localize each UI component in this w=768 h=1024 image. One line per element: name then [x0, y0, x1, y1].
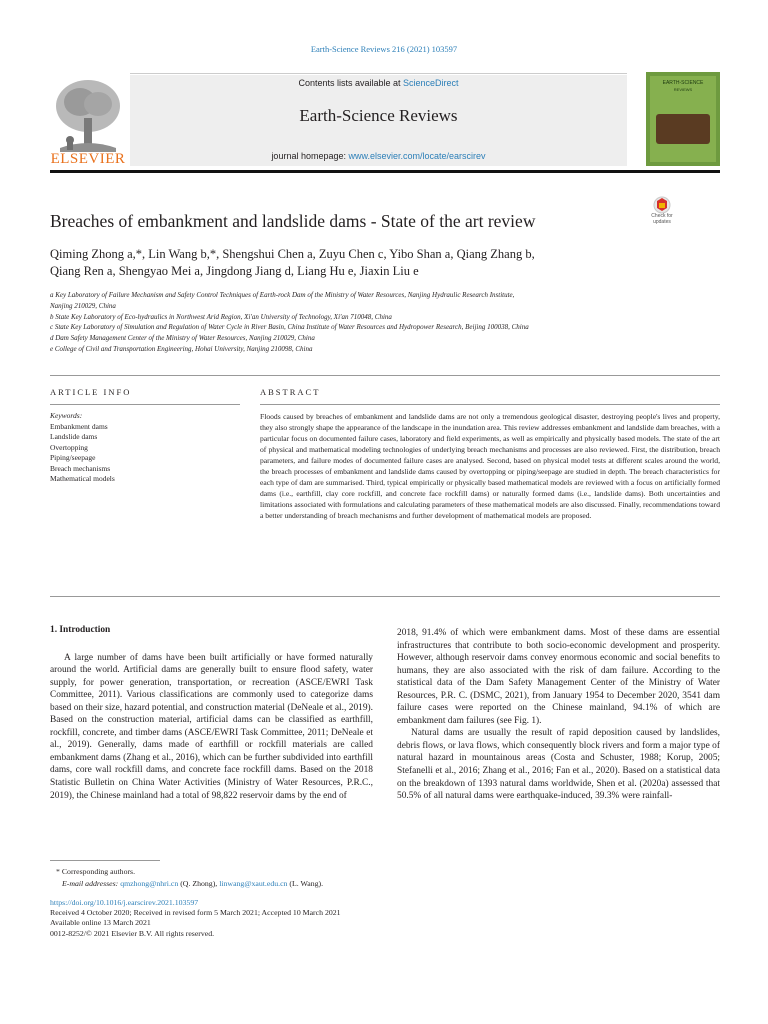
- section-heading: 1. Introduction: [50, 625, 111, 635]
- contents-prefix: Contents lists available at: [298, 78, 404, 88]
- email-link[interactable]: qmzhong@nhri.cn: [120, 879, 179, 888]
- keyword: Overtopping: [50, 442, 88, 452]
- body-paragraph: A large number of dams have been built artificially or have formed naturally around the world. Artificial dams are generally built to ensure flood safety, water supply, for power generation, transportation, or recreation (ASCE/EWRI Task Committee, 2011). Various classifications are commonly used to categorize dams based on their size, hazard potential, and construction material (DeNeale et al., 2019). Based on the construction material, artificial dams can be classified as earthfill, rockfill, concrete, and timber dams (ASCE/EWRI Task Committee, 2011; DeNeale et al., 2019). Generally, dams made of earthfill or rockfill materials are called embankment dams (Zhang et al., 2016), which can be further subdivided into earthfill dams, core wall rockfill dams, and concrete face rockfill dams. Based on the 2018 Statistic Bulletin on China Water Activities (Ministry of Water Resources, P.R.C., 2019), the Chinese mainland had a total of 98,822 reservoir dams by the end of: [50, 652, 373, 801]
- email-owner: (L. Wang).: [287, 879, 324, 888]
- journal-cover[interactable]: [646, 72, 720, 166]
- keyword: Embankment dams: [50, 421, 108, 431]
- publication-info: [50, 898, 720, 939]
- copyright: 0012-8252/© 2021 Elsevier B.V. All rights reserved.: [50, 928, 215, 938]
- affiliation-b: b State Key Laboratory of Eco-hydraulics in Northwest Arid Region, Xi'an University of Technology, Xi'an 710048, China: [50, 312, 392, 321]
- abstract-rule: [260, 404, 720, 405]
- keyword: Mathematical models: [50, 474, 115, 483]
- email-owner: (Q. Zhong),: [178, 879, 220, 888]
- publisher-wordmark: ELSEVIER: [50, 151, 126, 167]
- available-online: Available online 13 March 2021: [50, 918, 151, 928]
- affiliations: [50, 290, 720, 355]
- email-label: E-mail addresses:: [62, 879, 121, 888]
- keyword: Landslide dams: [50, 432, 98, 441]
- header-thick-rule: [50, 170, 720, 173]
- keywords-label: Keywords:: [50, 411, 83, 420]
- footnotes: [50, 866, 720, 890]
- received-dates: Received 4 October 2020; Received in revised form 5 March 2021; Accepted 10 March 2021: [50, 908, 341, 918]
- authors-line-2: Qiang Ren a, Shengyao Mei a, Jingdong Jiang d, Liang Hu e, Jiaxin Liu e: [50, 264, 419, 278]
- body-paragraph: Natural dams are usually the result of rapid deposition caused by landslides, debris flows, or lava flows, which consequently block rivers and form a major type of natural hazard in mountainous areas (Costa and Schuster, 1988; Korup, 2005; Stefanelli et al., 2016; Zhang et al., 2016; Fan et al., 2020). Based on a statistical data on the breakdown of 1393 natural dams worldwide, Shen et al. (2020a) assessed that 50.5% of all natural dams were earthquake-induced, 39.3% were rainfall-: [397, 728, 720, 802]
- body-paragraph: 2018, 91.4% of which were embankment dams. Most of these dams are essential infrastructures that contribute to both socio-economic development and prosperity. However, although reservoir dams convey enormous economic and social benefits to humans, they are also associated with the risk of dam failure. According to the statistical data of the Dam Safety Management Center of the Ministry of Water Resources, P.R. C. (DSMC, 2021), from January 1954 to December 2020, 3541 dam failure cases were reported on the Chinese mainland, 94.1% of which are embankment dam failures (see Fig. 1).: [397, 628, 720, 726]
- abstract-bottom-rule: [50, 596, 720, 597]
- homepage-prefix: journal homepage:: [271, 151, 349, 161]
- journal-homepage: [130, 151, 627, 161]
- body-column-left: [50, 624, 373, 802]
- affiliation-d: d Dam Safety Management Center of the Ministry of Water Resources, Nanjing 210029, China: [50, 334, 315, 343]
- corresponding-note: * Corresponding authors.: [56, 867, 136, 876]
- email-link[interactable]: linwang@xaut.edu.cn: [219, 879, 288, 888]
- affiliation-e: e College of Civil and Transportation Engineering, Hohai University, Nanjing 210098, China: [50, 344, 313, 353]
- badge-line-2: updates: [653, 219, 671, 225]
- header-rule: [130, 73, 627, 74]
- article-title: Breaches of embankment and landslide dams - State of the art review: [50, 211, 536, 231]
- abstract-text: Floods caused by breaches of embankment and landslide dams are not only a tremendous geological disaster, destroying people's lives and property, they also strongly shape the appearance of the landscape in the inundation area. This review addresses embankment and landslide dam breaches, with a particular focus on documented failure cases, laboratory and field experiments, as well as empirically and physically based models. The state of the art of physical and mathematical modeling technologies of underlying breach mechanisms and processes are also reviewed. First, the distribution, breach parameters, and failure modes of documented failure cases are analysed. Second, based on physical model tests at different scales around the world, the breach processes of embankment and landslide dams caused by overtopping or piping/seepage are studied in depth. The breach characteristics for each type of dam are summarised. Third, typical empirically or physically based mathematical models are reviewed with a focus on artificially formed dams (i.e., earthfill, clay core rockfill, and concrete face rockfill dams) or naturally formed dams (i.e., landslide dams). Both uncertainties and limitations associated with formulations and calculating parameters of these mathematical models are also discussed. Finally, recommendations toward a better understanding of breach mechanisms and further development of mathematical models are proposed.: [260, 412, 720, 520]
- keywords-block: [50, 411, 240, 485]
- abstract-heading: ABSTRACT: [260, 387, 321, 397]
- doi-link[interactable]: https://doi.org/10.1016/j.earscirev.2021.103597: [50, 898, 199, 907]
- homepage-link[interactable]: www.elsevier.com/locate/earscirev: [348, 151, 486, 161]
- affiliation-c: c State Key Laboratory of Simulation and Regulation of Water Cycle in River Basin, China Institute of Water Resources and Hydropower Research, Beijing 100038, China: [50, 323, 529, 332]
- affiliation-a: a Key Laboratory of Failure Mechanism and Safety Control Techniques of Earth-rock Dam of the Ministry of Water Resources, Nanjing Hydraulic Research Institute,: [50, 291, 515, 299]
- section-rule: [50, 375, 720, 376]
- affiliation-a-cont: Nanjing 210029, China: [50, 301, 116, 310]
- contents-line: [130, 78, 627, 88]
- journal-reference[interactable]: Earth-Science Reviews 216 (2021) 103597: [310, 44, 458, 54]
- journal-title: Earth-Science Reviews: [299, 106, 458, 125]
- keyword: Piping/seepage: [50, 453, 96, 462]
- footnote-rule: [50, 860, 160, 861]
- keyword: Breach mechanisms: [50, 463, 111, 473]
- body-column-right: [397, 627, 720, 803]
- check-for-updates-label[interactable]: [645, 213, 679, 225]
- article-info-rule: [50, 404, 240, 405]
- badge-line-1: Check for: [651, 213, 673, 219]
- sciencedirect-link[interactable]: ScienceDirect: [403, 78, 459, 88]
- cover-image: [656, 114, 710, 144]
- cover-title: EARTH-SCIENCE: [662, 80, 704, 86]
- authors-line-1: Qiming Zhong a,*, Lin Wang b,*, Shengshui Chen a, Zuyu Chen c, Yibo Shan a, Qiang Zhang b,: [50, 247, 535, 261]
- email-line: [50, 878, 720, 890]
- article-info-heading: ARTICLE INFO: [50, 387, 132, 397]
- author-list: [50, 246, 650, 280]
- cover-subtitle: REVIEWS: [673, 87, 693, 92]
